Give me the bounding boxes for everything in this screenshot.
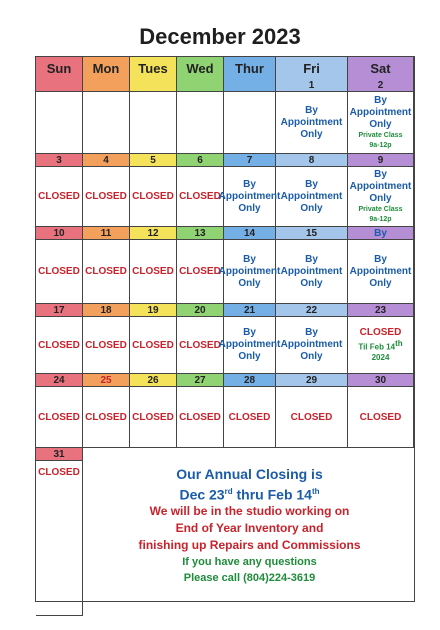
closed-until-text: Til Feb 14 — [358, 342, 396, 352]
appointment-text: Only — [369, 192, 392, 204]
appointment-text: Appointment — [349, 180, 412, 192]
closed-label: CLOSED — [85, 411, 127, 423]
private-class-label: Private Class — [358, 131, 403, 139]
day-cell — [36, 317, 83, 374]
day-cell — [224, 387, 276, 448]
closing-announcement — [83, 448, 416, 603]
date-number: 25 — [83, 374, 130, 387]
day-cell — [130, 240, 177, 304]
day-cell — [276, 167, 348, 227]
closed-label: CLOSED — [132, 411, 174, 423]
day-cell — [348, 92, 414, 154]
appointment-text: By — [374, 253, 387, 265]
closed-label: CLOSED — [179, 339, 221, 351]
date-number: 9 — [348, 154, 414, 167]
closed-label: CLOSED — [359, 411, 402, 423]
day-cell — [224, 92, 276, 154]
date-number: 22 — [276, 304, 348, 317]
appointment-text: Only — [238, 351, 261, 362]
closing-end-suffix: th — [311, 486, 320, 496]
date-number: 6 — [177, 154, 224, 167]
date-number — [83, 79, 130, 92]
appointment-text: Appointment — [218, 190, 281, 202]
closed-label: CLOSED — [228, 411, 271, 423]
date-number: 2 — [348, 79, 414, 92]
day-cell — [276, 387, 348, 448]
closing-start-suffix: rd — [224, 486, 233, 496]
date-number: 11 — [83, 227, 130, 240]
day-cell — [348, 317, 414, 374]
day-cell — [36, 92, 83, 154]
day-header-thur: Thur — [224, 57, 276, 80]
appointment-text: Only — [300, 351, 323, 362]
closed-label: CLOSED — [132, 191, 174, 202]
day-cell — [177, 387, 224, 448]
appointment-text: Only — [238, 277, 261, 289]
day-header-wed: Wed — [177, 57, 224, 80]
date-number: 18 — [83, 304, 130, 317]
date-suffix: th — [395, 339, 403, 349]
date-number: 17 — [36, 304, 83, 317]
day-cell — [130, 92, 177, 154]
appointment-text: By — [305, 178, 318, 190]
private-class-time: 9a-12p — [369, 141, 392, 149]
day-cell — [83, 317, 130, 374]
closed-label: CLOSED — [38, 191, 80, 202]
date-number: 3 — [36, 154, 83, 167]
closed-until-year: 2024 — [371, 352, 390, 362]
closed-label: CLOSED — [38, 339, 80, 351]
private-class-time: 9a-12p — [369, 215, 392, 223]
day-cell — [177, 317, 224, 374]
repairs-line: finishing up Repairs and Commissions — [138, 538, 361, 553]
closed-label: CLOSED — [38, 467, 80, 478]
day-cell — [83, 92, 130, 154]
day-cell — [276, 92, 348, 154]
date-number: 13 — [177, 227, 224, 240]
closed-label: CLOSED — [179, 411, 221, 423]
appointment-text: Only — [300, 128, 323, 140]
day-cell — [177, 240, 224, 304]
appointment-text: By — [305, 104, 318, 116]
date-number: 20 — [177, 304, 224, 317]
day-cell — [218, 240, 281, 304]
date-number: 1 — [276, 79, 348, 92]
closing-start: Dec 23 — [179, 486, 225, 503]
appointment-text: Appointment — [218, 339, 281, 350]
appointment-text: Only — [300, 202, 323, 214]
appointment-text: Appointment — [280, 190, 343, 202]
closed-label: CLOSED — [290, 411, 333, 423]
date-number — [224, 79, 276, 92]
date-number: 8 — [276, 154, 348, 167]
appointment-text: By — [374, 94, 387, 106]
closed-label: CLOSED — [85, 266, 127, 277]
date-number: 29 — [276, 374, 348, 387]
appointment-text: Appointment — [349, 106, 412, 118]
appointment-text: Only — [369, 118, 392, 130]
studio-working-line: We will be in the studio working on — [149, 504, 350, 519]
closed-label: CLOSED — [85, 191, 127, 202]
closed-label: CLOSED — [38, 266, 80, 277]
date-number — [36, 79, 83, 92]
date-number: 12 — [130, 227, 177, 240]
date-number: 31 — [36, 448, 83, 461]
closing-dates-line — [179, 483, 319, 504]
date-number: 5 — [130, 154, 177, 167]
closed-label: CLOSED — [132, 339, 174, 351]
appointment-text: By — [305, 327, 318, 338]
day-header-tues: Tues — [130, 57, 177, 80]
appointment-text: By — [243, 327, 256, 338]
date-number: 21 — [224, 304, 276, 317]
appointment-text: By — [243, 178, 256, 190]
date-number: 14 — [224, 227, 276, 240]
day-cell — [276, 317, 348, 374]
questions-line: If you have any questions — [182, 556, 317, 569]
inventory-line: End of Year Inventory and — [175, 521, 324, 536]
date-number: 4 — [83, 154, 130, 167]
private-class-label: Private Class — [358, 205, 403, 213]
closed-label: CLOSED — [85, 339, 127, 351]
date-number: 23 — [348, 304, 414, 317]
date-number: 15 — [276, 227, 348, 240]
day-cell — [177, 167, 224, 227]
day-cell — [130, 167, 177, 227]
day-cell — [348, 240, 414, 304]
date-number: 24 — [36, 374, 83, 387]
appointment-text: By — [305, 253, 318, 265]
day-cell — [36, 240, 83, 304]
day-header-sun: Sun — [36, 57, 83, 80]
date-number — [177, 79, 224, 92]
day-cell — [130, 317, 177, 374]
day-cell — [83, 240, 130, 304]
closed-label: CLOSED — [132, 266, 174, 277]
appointment-text: Only — [238, 202, 261, 214]
appointment-text: By — [243, 253, 256, 265]
date-number: 28 — [224, 374, 276, 387]
appointment-text: Appointment — [280, 265, 343, 277]
day-cell — [36, 461, 83, 616]
closed-until-date — [358, 339, 402, 353]
appointment-text: Appointment — [280, 116, 343, 128]
closing-end: thru Feb 14 — [232, 486, 312, 503]
day-cell — [276, 240, 348, 304]
appointment-text: Only — [300, 277, 323, 289]
appointment-text: Appointment — [349, 265, 412, 277]
date-number: 7 — [224, 154, 276, 167]
closed-label: CLOSED — [38, 411, 80, 423]
day-cell — [130, 387, 177, 448]
day-cell — [348, 167, 414, 227]
date-number: 26 — [130, 374, 177, 387]
calendar-grid — [35, 56, 415, 602]
appointment-text: Appointment — [280, 339, 343, 350]
appointment-text: By — [374, 168, 387, 180]
day-cell — [83, 387, 130, 448]
date-number — [130, 79, 177, 92]
date-number: By — [348, 227, 414, 240]
calendar-title: December 2023 — [139, 24, 301, 49]
day-cell — [36, 387, 83, 448]
day-cell — [218, 317, 281, 374]
appointment-text: Only — [369, 277, 392, 289]
day-cell — [348, 387, 414, 448]
date-number: 19 — [130, 304, 177, 317]
day-cell — [218, 167, 281, 227]
day-cell — [36, 167, 83, 227]
closed-label: CLOSED — [179, 266, 221, 277]
day-cell — [83, 167, 130, 227]
date-number: 27 — [177, 374, 224, 387]
day-header-sat: Sat — [348, 57, 414, 80]
day-cell — [177, 92, 224, 154]
phone-line: Please call (804)224-3619 — [183, 572, 316, 585]
closed-label: CLOSED — [359, 327, 402, 339]
day-header-mon: Mon — [83, 57, 130, 80]
date-number: 10 — [36, 227, 83, 240]
day-header-fri: Fri — [276, 57, 348, 80]
appointment-text: Appointment — [218, 265, 281, 277]
date-number: 30 — [348, 374, 414, 387]
annual-closing-line: Our Annual Closing is — [176, 465, 323, 482]
closed-label: CLOSED — [179, 191, 221, 202]
